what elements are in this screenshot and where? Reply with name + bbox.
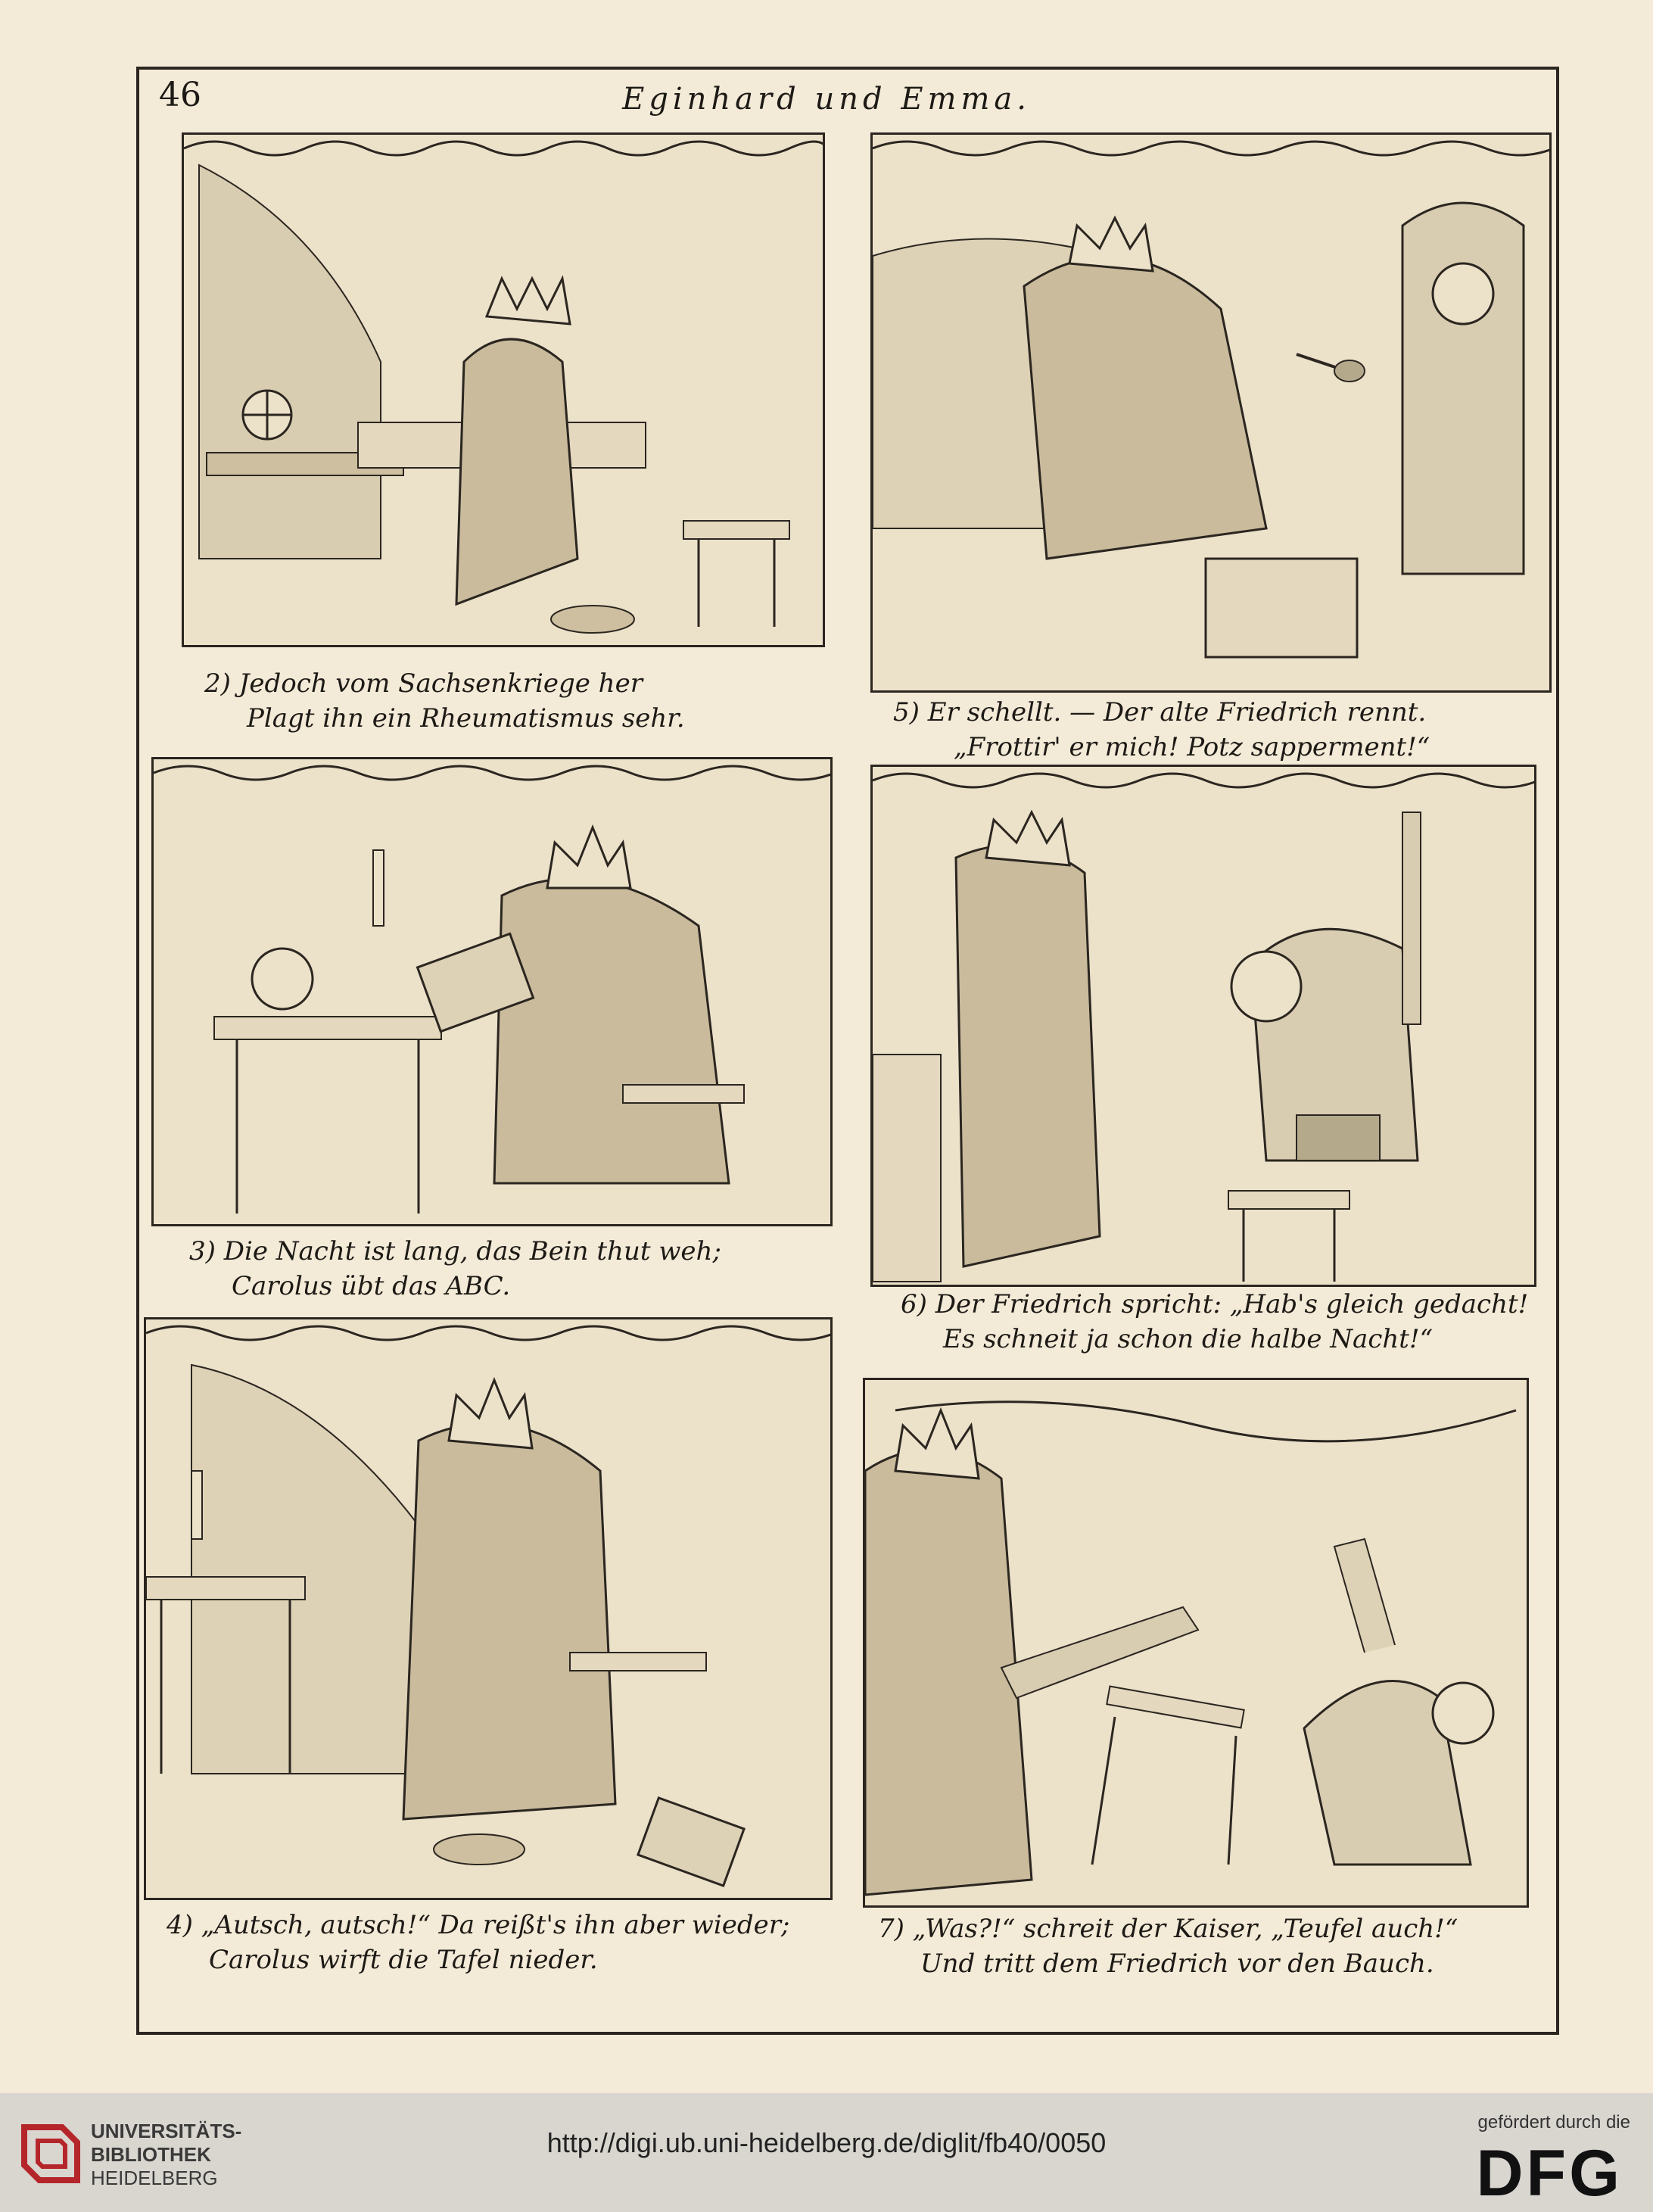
illustration-panel-2 <box>182 132 825 647</box>
illustration-king-throws-slate <box>146 1319 833 1900</box>
page-number: 46 <box>159 76 201 114</box>
caption-line: Es schneit ja schon die halbe Nacht!“ <box>943 1324 1433 1354</box>
illustration-panel-6 <box>870 765 1536 1287</box>
illustration-king-kicks-friedrich <box>865 1380 1529 1908</box>
caption-line: 6) Der Friedrich spricht: „Hab's gleich gedacht! <box>901 1289 1529 1319</box>
caption-line: Carolus wirft die Tafel nieder. <box>209 1945 598 1975</box>
caption-line: „Frottir' er mich! Potz sapperment!“ <box>954 732 1430 762</box>
dfg-logo: DFG <box>1476 2137 1623 2210</box>
illustration-panel-4 <box>144 1317 833 1900</box>
illustration-king-writing-slate <box>154 759 833 1226</box>
caption-line: Plagt ihn ein Rheumatismus sehr. <box>247 703 685 734</box>
caption-panel-3 <box>189 1234 721 1304</box>
caption-line: 5) Er schellt. — Der alte Friedrich rennt. <box>893 697 1427 727</box>
illustration-panel-3 <box>151 757 833 1226</box>
caption-line: Und tritt dem Friedrich vor den Bauch. <box>920 1949 1434 1979</box>
illustration-panel-7 <box>863 1378 1529 1908</box>
running-title: Eginhard und Emma. <box>622 82 1031 117</box>
caption-line: Carolus übt das ABC. <box>232 1271 511 1301</box>
funding-label: gefördert durch die <box>1477 2112 1630 2133</box>
caption-line: 7) „Was?!“ schreit der Kaiser, „Teufel auch!“ <box>878 1914 1458 1944</box>
caption-line: 4) „Autsch, autsch!“ Da reißt's ihn aber wieder; <box>167 1910 790 1940</box>
caption-panel-5 <box>893 695 1430 765</box>
caption-panel-2 <box>204 666 685 736</box>
caption-panel-6 <box>901 1287 1528 1357</box>
library-line: UNIVERSITÄTS- <box>91 2120 242 2142</box>
caption-panel-7 <box>878 1911 1458 1981</box>
illustration-friedrich-rubbing-foot <box>873 767 1536 1287</box>
illustration-panel-5 <box>870 132 1552 693</box>
illustration-king-ringing-bell <box>873 135 1552 693</box>
caption-line: 3) Die Nacht ist lang, das Bein thut weh; <box>189 1236 721 1266</box>
caption-line: 2) Jedoch vom Sachsenkriege her <box>204 668 643 699</box>
library-line: HEIDELBERG <box>91 2167 218 2189</box>
source-url-link[interactable]: http://digi.ub.uni-heidelberg.de/diglit/fb40/0050 <box>546 2127 1107 2158</box>
caption-panel-4 <box>167 1908 789 1977</box>
library-line: BIBLIOTHEK <box>91 2143 211 2166</box>
illustration-king-on-bed <box>184 135 825 647</box>
